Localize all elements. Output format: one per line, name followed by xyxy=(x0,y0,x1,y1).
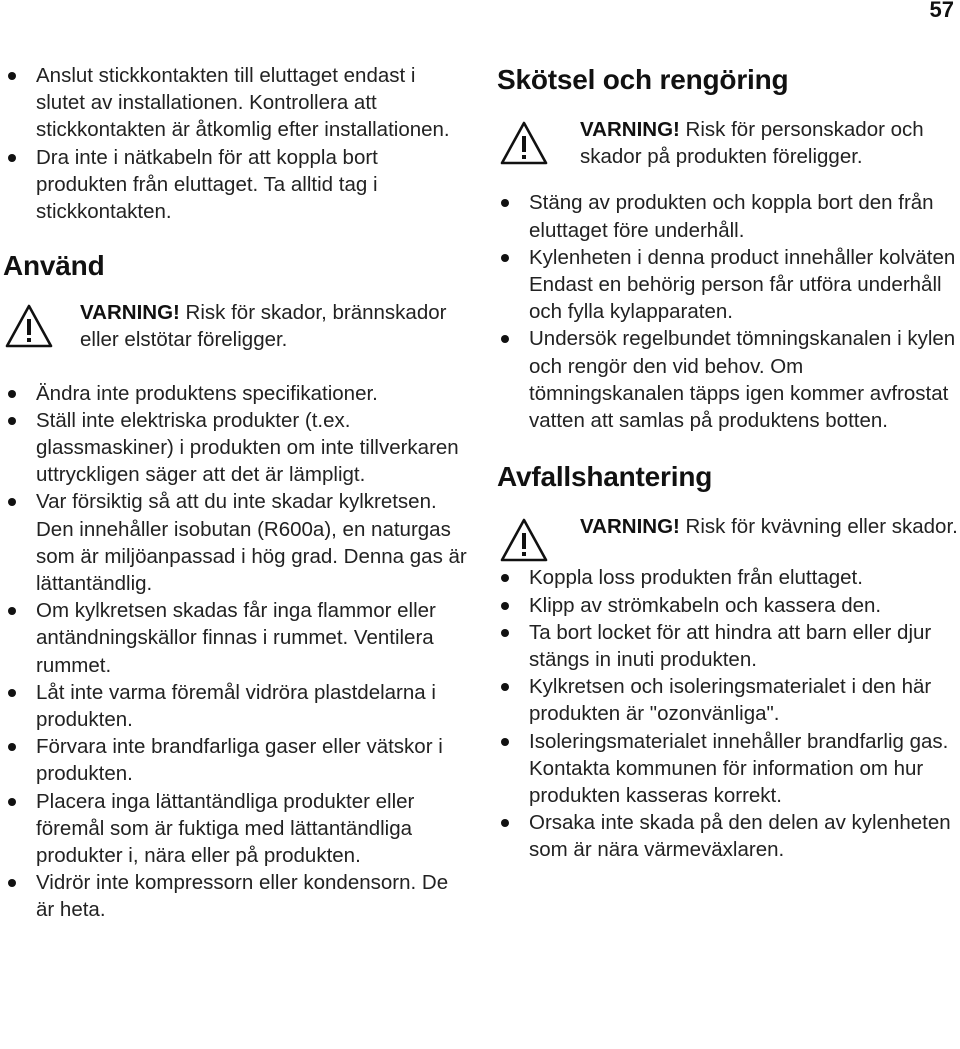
warning-text xyxy=(580,116,960,170)
section-heading-disposal: Avfallshantering xyxy=(497,461,713,493)
warning-message: Risk för skador, brännskador eller elstötar föreligger. xyxy=(80,301,447,352)
warning-block-disposal xyxy=(497,513,960,540)
warning-message: Risk för personskador och skador på produkten föreligger. xyxy=(580,118,924,169)
list-item: Ta bort locket för att hindra att barn eller djur stängs in inuti produkten. xyxy=(497,619,960,673)
warning-label: VARNING! xyxy=(580,118,680,141)
warning-label: VARNING! xyxy=(580,515,680,539)
list-item: Kylenheten i denna product innehåller kolväten Endast en behörig person får utföra underhåll och fylla kylapparaten. xyxy=(497,244,960,326)
warning-triangle-icon xyxy=(4,303,54,349)
intro-bullet-list xyxy=(0,62,470,225)
list-item: Var försiktig så att du inte skadar kylkretsen. Den innehåller isobutan (R600a), en naturgas som är miljöanpassad i hög grad. Denna gas är lättantändlig. xyxy=(0,488,470,597)
list-item: Om kylkretsen skadas får inga flammor eller antändningskällor finnas i rummet. Ventilera rummet. xyxy=(0,597,470,679)
list-item: Ändra inte produktens specifikationer. xyxy=(0,380,470,407)
disposal-bullet-list xyxy=(497,564,960,863)
list-item: Klipp av strömkabeln och kassera den. xyxy=(497,592,960,619)
warning-triangle-icon xyxy=(499,120,549,166)
list-item: Orsaka inte skada på den delen av kylenheten som är nära värmeväxlaren. xyxy=(497,809,960,863)
warning-label: VARNING! xyxy=(80,301,180,325)
list-item: Isoleringsmaterialet innehåller brandfarlig gas. Kontakta kommunen för information om hur produkten kasseras korrekt. xyxy=(497,728,960,810)
warning-block-use xyxy=(0,299,470,353)
warning-triangle-icon xyxy=(499,517,549,563)
page-number: 57 xyxy=(929,0,954,22)
warning-message: Risk för kvävning eller skador. xyxy=(679,515,958,539)
section-heading-use: Använd xyxy=(3,250,105,282)
section-heading-care: Skötsel och rengöring xyxy=(497,64,789,95)
use-bullet-list xyxy=(0,380,470,924)
warning-text xyxy=(580,513,960,540)
list-item: Ställ inte elektriska produkter (t.ex. glassmaskiner) i produkten om inte tillverkaren uttryckligen säger att det är lämpligt. xyxy=(0,407,470,489)
warning-block-care xyxy=(497,116,960,170)
care-bullet-list xyxy=(497,189,960,434)
list-item: Stäng av produkten och koppla bort den från eluttaget före underhåll. xyxy=(497,189,960,243)
warning-text xyxy=(80,299,470,353)
list-item: Anslut stickkontakten till eluttaget endast i slutet av installationen. Kontrollera att stickkontakten är åtkomlig efter installationen. xyxy=(0,62,470,144)
list-item: Placera inga lättantändliga produkter eller föremål som är fuktiga med lättantändliga produkter i, nära eller på produkten. xyxy=(0,788,470,870)
list-item: Koppla loss produkten från eluttaget. xyxy=(497,564,960,591)
list-item: Kylkretsen och isoleringsmaterialet i den här produkten är "ozonvänliga". xyxy=(497,673,960,727)
list-item: Förvara inte brandfarliga gaser eller vätskor i produkten. xyxy=(0,733,470,787)
list-item: Låt inte varma föremål vidröra plastdelarna i produkten. xyxy=(0,679,470,733)
left-column xyxy=(0,62,470,924)
list-item: Vidrör inte kompressorn eller kondensorn. De är heta. xyxy=(0,869,470,923)
list-item: Undersök regelbundet tömningskanalen i kylen och rengör den vid behov. Om tömningskanalen täpps igen kommer avfrostat vatten att samlas på produktens botten. xyxy=(497,325,960,434)
right-column xyxy=(497,62,960,864)
list-item: Dra inte i nätkabeln för att koppla bort produkten från eluttaget. Ta alltid tag i stickkontakten. xyxy=(0,144,470,226)
